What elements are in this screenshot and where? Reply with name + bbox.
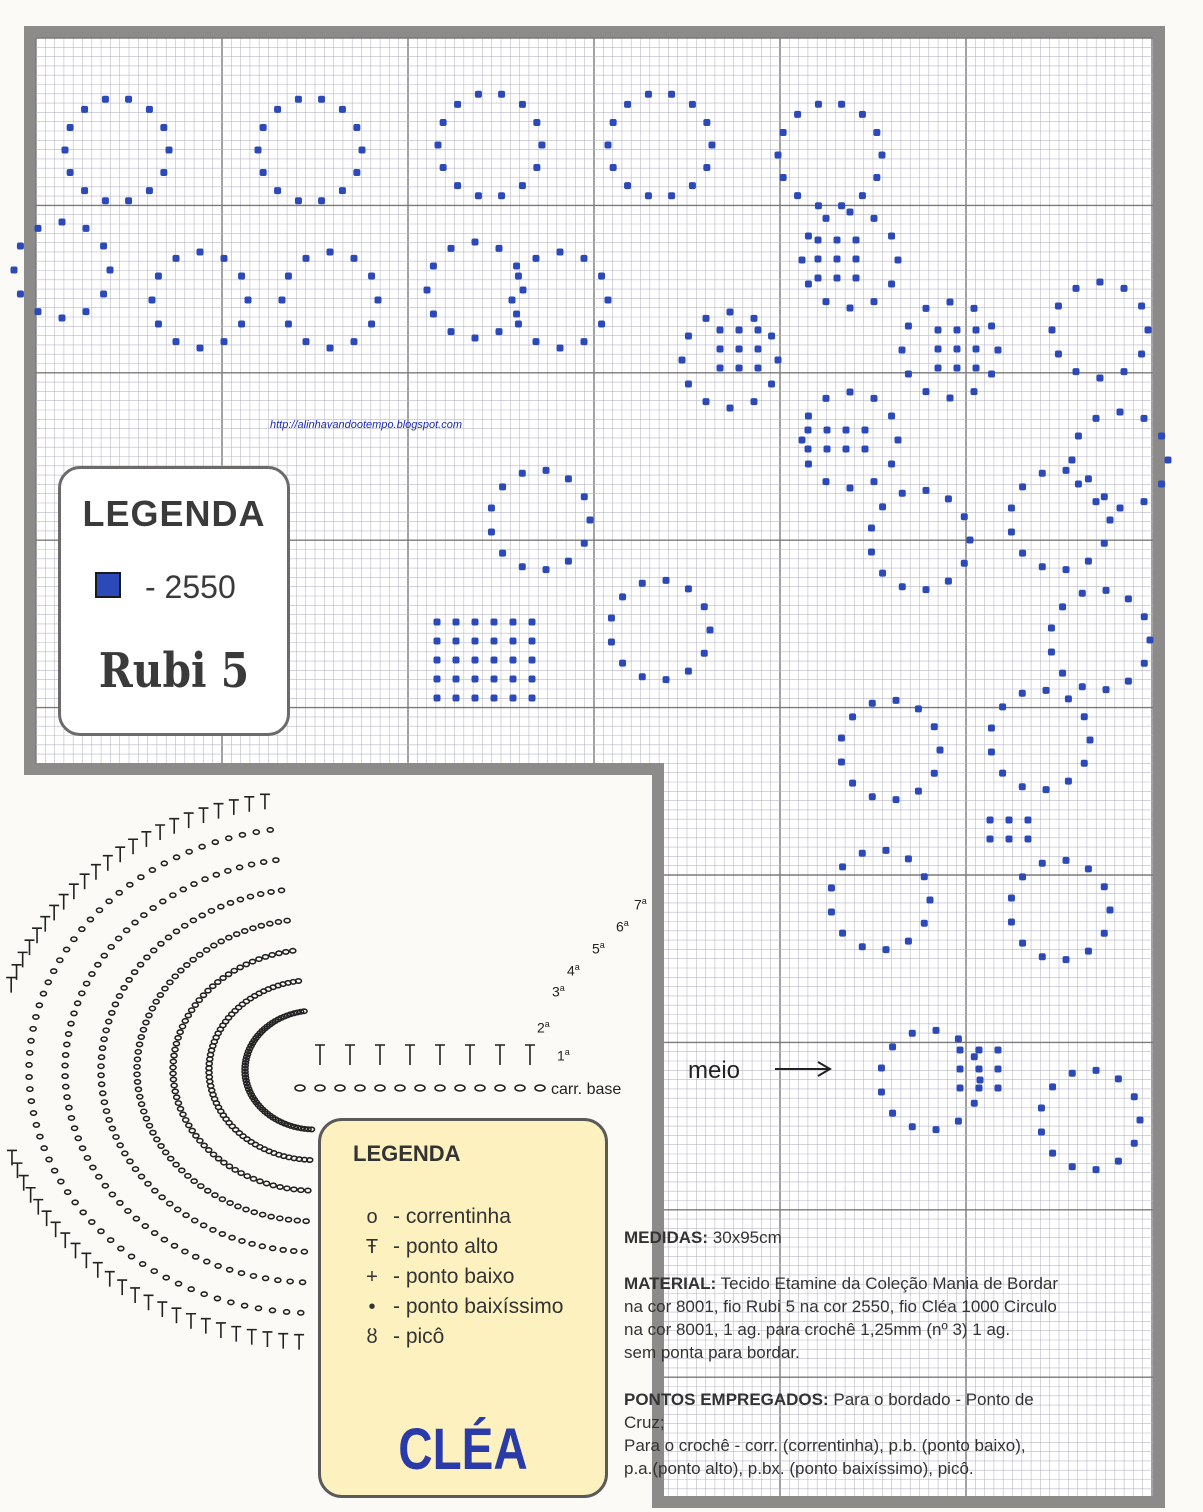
legend-item-pico: ȣ - picô bbox=[351, 1325, 444, 1349]
rubi-brand: Rubi 5 bbox=[98, 643, 250, 699]
pontos-line-2: Cruz; bbox=[624, 1413, 665, 1432]
pontos-line-1: PONTOS EMPREGADOS: Para o bordado - Ponto de bbox=[624, 1390, 1034, 1409]
picot-icon: ȣ bbox=[366, 1326, 378, 1348]
row-label-base: carr. base bbox=[551, 1081, 622, 1098]
row-label-2: 2$^a$ bbox=[537, 1019, 550, 1036]
legend-item-ponto-alto: Ŧ - ponto alto bbox=[351, 1235, 498, 1259]
row-label-4: 4$^a$ bbox=[567, 962, 580, 979]
row-label-7: 7$^a$ bbox=[634, 896, 647, 913]
pontos-line-3: Para o crochê - corr. (correntinha), p.b. (ponto baixo), bbox=[624, 1436, 1026, 1455]
crochet-legend-title: LEGENDA bbox=[353, 1141, 461, 1166]
blue-swatch-icon bbox=[95, 572, 121, 598]
rubi-legend-box bbox=[58, 466, 290, 736]
material-line-3: na cor 8001, 1 ag. para crochê 1,25mm (nº 3) 1 ag. bbox=[624, 1320, 1011, 1339]
material-line-4: sem ponta para bordar. bbox=[624, 1343, 800, 1362]
thread-code: - 2550 bbox=[145, 569, 236, 605]
single-crochet-icon: + bbox=[366, 1266, 378, 1288]
row-label-1: 1$^a$ bbox=[557, 1047, 570, 1064]
source-url[interactable]: http://alinhavandootempo.blogspot.com bbox=[270, 419, 463, 431]
material-line-2: na cor 8001, fio Rubi 5 na cor 2550, fio Cléa 1000 Circulo bbox=[624, 1297, 1057, 1316]
legend-item-ponto-baixissimo: • - ponto baixíssimo bbox=[351, 1295, 563, 1319]
meio-label: meio bbox=[688, 1057, 741, 1084]
clea-brand: CLÉA bbox=[398, 1417, 528, 1482]
treble-icon: Ŧ bbox=[365, 1236, 379, 1258]
medidas-line: MEDIDAS: 30x95cm bbox=[624, 1228, 782, 1247]
legend-item-correntinha: o - correntinha bbox=[351, 1205, 511, 1229]
pontos-line-4: p.a.(ponto alto), p.bx. (ponto baixíssimo), picô. bbox=[624, 1459, 974, 1478]
row-label-5: 5$^a$ bbox=[592, 940, 605, 957]
chain-icon: o bbox=[366, 1206, 378, 1228]
slip-stitch-icon: • bbox=[368, 1296, 376, 1318]
row-label-6: 6$^a$ bbox=[616, 918, 629, 935]
row-label-3: 3$^a$ bbox=[552, 983, 565, 1000]
crochet-legend-box bbox=[318, 1118, 608, 1498]
material-line-1: MATERIAL: Tecido Etamine da Coleção Mania de Bordar bbox=[624, 1274, 1059, 1293]
legend-item-ponto-baixo: + - ponto baixo bbox=[351, 1265, 514, 1289]
rubi-legend-title: LEGENDA bbox=[82, 493, 266, 534]
